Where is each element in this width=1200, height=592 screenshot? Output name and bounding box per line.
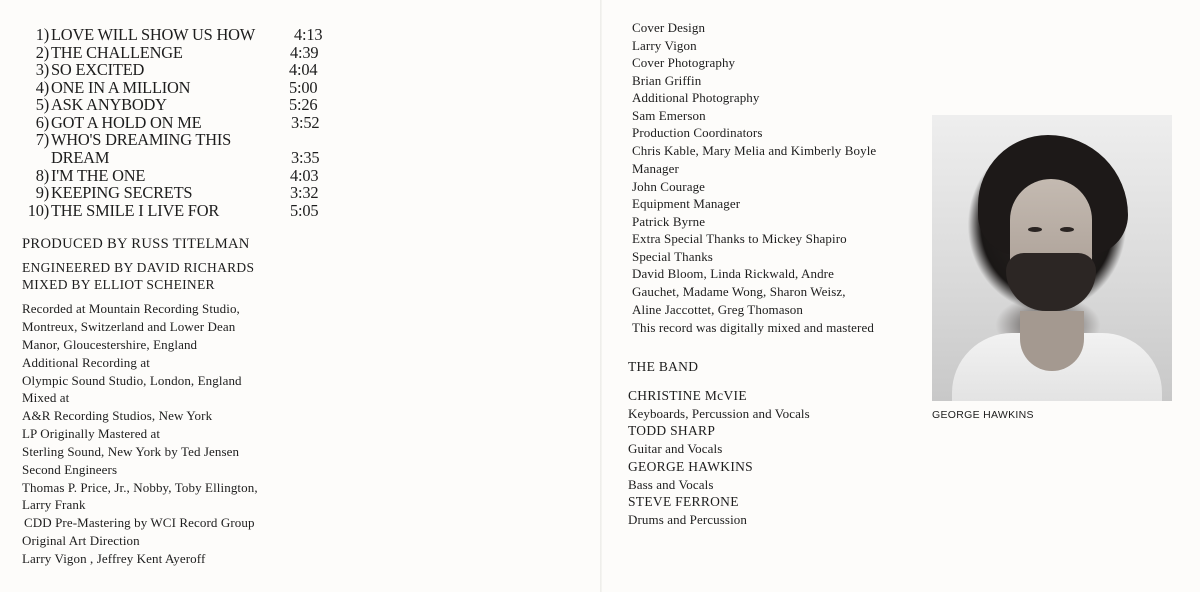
photo-eye xyxy=(1028,227,1042,232)
track-number: 3) xyxy=(35,60,49,79)
credit-line: A&R Recording Studios, New York xyxy=(22,408,213,423)
track-duration: 4:04 xyxy=(289,60,318,79)
band-member-role: Keyboards, Percussion and Vocals xyxy=(628,406,810,421)
photo-eye xyxy=(1060,227,1074,232)
band-member-name: CHRISTINE McVIE xyxy=(628,388,747,403)
credit-line: David Bloom, Linda Rickwald, Andre xyxy=(632,266,834,281)
credit-line: Cover Design xyxy=(632,20,706,35)
track-title: I'M THE ONE xyxy=(51,165,146,185)
credit-line: Production Coordinators xyxy=(632,125,763,140)
photo-caption: GEORGE HAWKINS xyxy=(932,409,1034,421)
band-member-role: Drums and Percussion xyxy=(628,512,747,527)
credit-line: Montreux, Switzerland and Lower Dean xyxy=(22,319,236,334)
credit-line: Gauchet, Madame Wong, Sharon Weisz, xyxy=(632,284,846,299)
portrait-photo xyxy=(932,115,1172,401)
track-title: GOT A HOLD ON ME xyxy=(51,112,202,132)
credit-line: Larry Vigon xyxy=(632,38,697,53)
band-member-role: Guitar and Vocals xyxy=(628,441,723,456)
track-number: 4) xyxy=(35,77,49,97)
credit-line: Chris Kable, Mary Melia and Kimberly Boyle xyxy=(632,143,877,158)
credit-line: CDD Pre-Mastering by WCI Record Group xyxy=(24,515,255,530)
credit-line: Olympic Sound Studio, London, England xyxy=(22,373,242,388)
credit-line: Manager xyxy=(632,161,679,176)
track-title: ONE IN A MILLION xyxy=(51,77,191,97)
credit-line: Sterling Sound, New York by Ted Jensen xyxy=(22,444,240,459)
track-duration: 5:05 xyxy=(290,200,319,220)
track-title: WHO'S DREAMING THIS xyxy=(51,130,232,149)
credit-line: Extra Special Thanks to Mickey Shapiro xyxy=(632,231,847,246)
track-number: 8) xyxy=(35,165,49,185)
track-duration: 3:32 xyxy=(290,183,319,202)
track-number: 2) xyxy=(35,42,49,62)
track-title: LOVE WILL SHOW US HOW xyxy=(51,25,255,44)
track-duration: 3:52 xyxy=(291,112,320,132)
track-number: 9) xyxy=(35,183,49,202)
credit-line: Sam Emerson xyxy=(632,108,706,123)
credit-line: Larry Vigon , Jeffrey Kent Ayeroff xyxy=(22,551,206,566)
credit-line: Recorded at Mountain Recording Studio, xyxy=(22,301,240,316)
band-member-role: Bass and Vocals xyxy=(628,477,714,492)
band-member-name: TODD SHARP xyxy=(628,423,716,438)
band-member-name: STEVE FERRONE xyxy=(628,494,739,509)
track-number: 5) xyxy=(35,95,49,114)
track-duration: 5:00 xyxy=(289,77,318,97)
page-fold xyxy=(600,0,602,592)
engineer-credit: ENGINEERED BY DAVID RICHARDS xyxy=(22,260,255,275)
credit-line: Cover Photography xyxy=(632,55,736,70)
band-heading: THE BAND xyxy=(628,359,699,374)
credit-line: Mixed at xyxy=(22,390,70,405)
track-duration: 4:39 xyxy=(290,42,319,62)
band-member-name: GEORGE HAWKINS xyxy=(628,459,753,474)
track-title: DREAM xyxy=(51,148,110,167)
track-duration: 4:13 xyxy=(294,25,323,44)
credit-line: Special Thanks xyxy=(632,249,713,264)
credit-line: Original Art Direction xyxy=(22,533,140,548)
track-number: 1) xyxy=(35,25,49,44)
credit-line: John Courage xyxy=(632,179,706,194)
track-duration: 4:03 xyxy=(290,165,319,185)
credit-line: LP Originally Mastered at xyxy=(22,426,161,441)
photo-beard xyxy=(1006,253,1096,311)
track-title: SO EXCITED xyxy=(51,60,145,79)
track-number: 6) xyxy=(35,112,49,132)
credit-line: This record was digitally mixed and mastered xyxy=(632,320,874,335)
track-title: ASK ANYBODY xyxy=(51,95,167,114)
credit-line: Additional Photography xyxy=(632,90,760,105)
track-duration: 3:35 xyxy=(291,148,320,167)
track-title: KEEPING SECRETS xyxy=(51,183,193,202)
credit-line: Thomas P. Price, Jr., Nobby, Toby Ellington, xyxy=(22,480,258,495)
track-number: 10) xyxy=(27,200,49,220)
credit-line: Aline Jaccottet, Greg Thomason xyxy=(632,302,803,317)
credit-line: Additional Recording at xyxy=(22,355,150,370)
track-title: THE CHALLENGE xyxy=(51,42,183,62)
credit-line: Second Engineers xyxy=(22,462,118,477)
track-duration: 5:26 xyxy=(289,95,318,114)
mixer-credit: MIXED BY ELLIOT SCHEINER xyxy=(22,277,215,292)
track-number: 7) xyxy=(35,130,49,149)
credit-line: Equipment Manager xyxy=(632,196,741,211)
credit-line: Brian Griffin xyxy=(632,73,702,88)
track-title: THE SMILE I LIVE FOR xyxy=(51,200,220,220)
credit-line: Manor, Gloucestershire, England xyxy=(22,337,198,352)
producer-credit: PRODUCED BY RUSS TITELMAN xyxy=(22,236,250,252)
credit-line: Larry Frank xyxy=(22,497,86,512)
credit-line: Patrick Byrne xyxy=(632,214,706,229)
